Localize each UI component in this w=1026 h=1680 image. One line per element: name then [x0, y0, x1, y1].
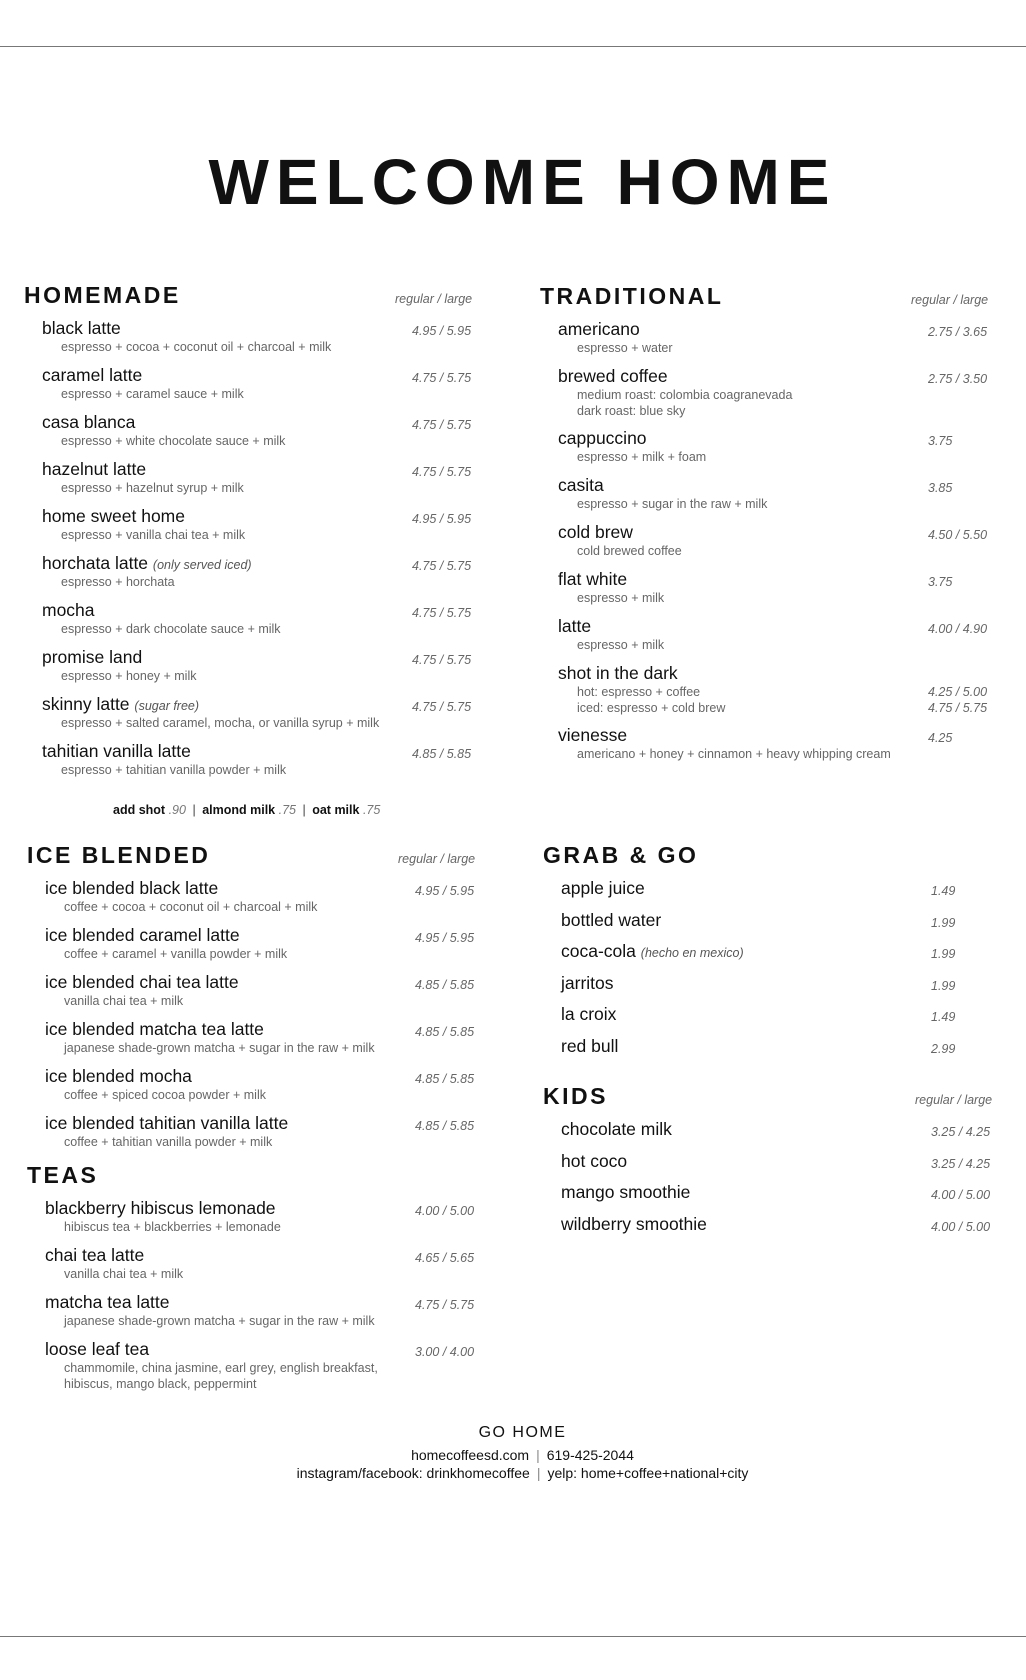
item-description-line: vanilla chai tea + milk — [64, 1267, 184, 1281]
item-price — [931, 884, 955, 900]
add-shot-label: add shot — [113, 803, 166, 817]
item-name-text: chai tea latte — [45, 1245, 145, 1265]
item-description-line: espresso + caramel sauce + milk — [61, 387, 244, 401]
item-price — [412, 324, 471, 340]
ice-blended-section — [27, 842, 476, 1149]
item-price-value: 4.00 / 4.90 — [928, 622, 988, 636]
item-name-text: coca-cola — [561, 941, 636, 961]
item-name — [558, 665, 678, 683]
item-description-line: hibiscus tea + blackberries + lemonade — [64, 1220, 281, 1234]
size-label: regular / large — [398, 852, 476, 866]
item-price-value: 1.99 — [931, 915, 956, 930]
item-description-line: vanilla chai tea + milk — [64, 994, 184, 1008]
item-price-value: 2.75 / 3.65 — [928, 325, 988, 339]
item-name-text: americano — [558, 319, 640, 339]
item-description-line: hibiscus, mango black, peppermint — [64, 1376, 257, 1391]
separator: | — [536, 1447, 540, 1463]
item-name — [558, 430, 647, 448]
kids-section — [543, 1083, 993, 1234]
item-description — [61, 575, 175, 591]
item-name-text: ice blended chai tea latte — [45, 972, 239, 992]
item-name-text: ice blended matcha tea latte — [45, 1019, 264, 1039]
item-price-value: 1.49 — [931, 1010, 956, 1024]
item-name-text: ice blended mocha — [45, 1066, 192, 1086]
size-label: regular / large — [915, 1093, 993, 1107]
item-name — [558, 477, 604, 495]
item-price — [415, 1119, 474, 1135]
item-name-text: matcha tea latte — [45, 1292, 170, 1312]
item-description — [64, 1220, 281, 1236]
item-name-text: black latte — [42, 318, 121, 338]
footer — [0, 1424, 1026, 1482]
item-name — [45, 1341, 149, 1359]
item-name-text: bottled water — [561, 909, 662, 930]
item-description-line: espresso + milk + foam — [577, 450, 707, 464]
item-name-text: la croix — [561, 1004, 617, 1024]
item-price — [415, 1345, 474, 1361]
item-price — [928, 481, 952, 497]
item-price — [415, 978, 474, 994]
item-description-line: iced: espresso + cold brew — [577, 700, 726, 715]
item-name-text: hot coco — [561, 1150, 628, 1171]
item-price — [931, 1125, 990, 1141]
item-name-text: promise land — [42, 647, 143, 667]
item-name-text: red bull — [561, 1035, 619, 1056]
item-description — [61, 716, 379, 732]
item-description — [577, 497, 767, 513]
item-price — [415, 1025, 474, 1041]
item-name — [42, 320, 121, 338]
item-name — [561, 972, 614, 993]
item-price — [928, 731, 952, 747]
item-price-value: 4.00 / 5.00 — [931, 1188, 991, 1202]
item-name-text: ice blended caramel latte — [45, 925, 240, 945]
separator: | — [192, 803, 196, 817]
item-description — [64, 1135, 272, 1151]
item-price-value: 4.75 / 5.75 — [415, 1298, 475, 1312]
item-name-text: horchata latte — [42, 553, 149, 573]
item-name-text: home sweet home — [42, 506, 185, 526]
item-price-value: 3.85 — [928, 481, 953, 495]
item-description-line: espresso + honey + milk — [61, 669, 197, 683]
item-description-line: coffee + spiced cocoa powder + milk — [64, 1088, 266, 1102]
item-name — [558, 727, 627, 745]
item-description-line: espresso + white chocolate sauce + milk — [61, 434, 286, 448]
item-description — [61, 528, 245, 544]
item-name — [42, 696, 199, 714]
item-name-text: caramel latte — [42, 365, 143, 385]
item-description-line: japanese shade-grown matcha + sugar in the raw + milk — [64, 1041, 375, 1055]
item-description-line: espresso + water — [577, 341, 673, 355]
item-price — [415, 931, 474, 947]
item-price-value: 4.85 / 5.85 — [415, 1119, 475, 1133]
item-price-value: 1.99 — [931, 978, 956, 993]
item-price — [928, 528, 987, 544]
item-description-line: chammomile, china jasmine, earl grey, english breakfast, — [64, 1361, 378, 1375]
item-name — [561, 1184, 690, 1202]
item-price — [931, 1010, 955, 1026]
separator: | — [536, 1465, 541, 1481]
item-description-line: dark roast: blue sky — [577, 403, 686, 418]
item-name — [561, 909, 662, 930]
item-name — [45, 1068, 192, 1086]
item-description-line: hot: espresso + coffee — [577, 685, 701, 699]
section-title: TEAS — [27, 1162, 99, 1188]
item-name-text: ice blended black latte — [45, 878, 219, 898]
item-name-text: ice blended tahitian vanilla latte — [45, 1113, 289, 1133]
item-price — [931, 1220, 990, 1236]
item-price-value: 3.00 / 4.00 — [415, 1345, 475, 1359]
item-name-text: skinny latte — [42, 694, 130, 714]
item-price — [415, 1298, 474, 1314]
item-price — [412, 559, 471, 575]
item-name — [561, 1006, 616, 1024]
item-description-line: cold brewed coffee — [577, 544, 682, 558]
item-price-value: 3.75 — [928, 434, 953, 448]
item-name-text: mango smoothie — [561, 1182, 691, 1202]
section-title: TRADITIONAL — [540, 283, 724, 309]
item-name-text: cold brew — [558, 522, 633, 542]
item-note: (hecho en mexico) — [640, 946, 744, 960]
item-price-value: 4.85 / 5.85 — [415, 978, 475, 992]
item-price — [412, 371, 471, 387]
item-price-value: 4.95 / 5.95 — [412, 512, 472, 526]
top-rule — [0, 46, 1026, 47]
item-price — [412, 512, 471, 528]
item-price-value: 4.25 / 5.00 — [928, 685, 988, 699]
teas-section — [27, 1162, 475, 1391]
item-description — [64, 1088, 266, 1104]
item-note: (only served iced) — [152, 558, 252, 572]
section-title: KIDS — [543, 1083, 608, 1109]
footer-social-line — [0, 1464, 1026, 1482]
item-price-value: 4.95 / 5.95 — [412, 324, 472, 338]
item-description — [64, 994, 183, 1010]
item-price-value: 2.99 — [931, 1041, 956, 1056]
item-description — [64, 947, 287, 963]
item-name — [42, 414, 135, 432]
item-description-line: espresso + salted caramel, mocha, or vanilla syrup + milk — [61, 716, 380, 730]
item-name — [45, 880, 218, 898]
item-name — [561, 1035, 619, 1056]
social-handle[interactable]: instagram/facebook: drinkhomecoffee — [296, 1465, 530, 1481]
item-name-text: chocolate milk — [561, 1119, 672, 1139]
item-price — [412, 747, 471, 763]
item-price-value: 4.75 / 5.75 — [412, 606, 472, 620]
item-price-value: 4.00 / 5.00 — [931, 1219, 991, 1234]
item-name-text: tahitian vanilla latte — [42, 741, 191, 761]
traditional-section — [540, 283, 989, 761]
item-price — [928, 325, 987, 341]
item-description — [577, 591, 664, 607]
item-name-text: casita — [558, 475, 604, 495]
item-name-text: shot in the dark — [558, 663, 678, 683]
item-note: (sugar free) — [134, 699, 200, 713]
item-price-value: 1.99 — [931, 947, 956, 961]
item-description — [64, 1314, 375, 1330]
item-name-text: loose leaf tea — [45, 1339, 150, 1359]
item-description — [577, 685, 725, 716]
item-price-value: 4.75 / 5.75 — [412, 465, 472, 479]
item-name-text: brewed coffee — [558, 366, 668, 386]
item-price-value: 4.75 / 5.75 — [412, 418, 472, 432]
item-description — [61, 622, 281, 638]
section-title: ICE BLENDED — [27, 842, 211, 868]
item-price — [415, 884, 474, 900]
item-name — [561, 1150, 628, 1171]
item-name — [558, 368, 668, 386]
item-name-text: flat white — [558, 569, 628, 589]
item-name-text: latte — [558, 616, 592, 636]
item-name — [558, 321, 640, 339]
item-name-text: cappuccino — [558, 428, 647, 448]
item-description-line: coffee + cocoa + coconut oil + charcoal + milk — [64, 900, 318, 914]
item-description — [64, 900, 317, 916]
item-description — [577, 638, 664, 654]
item-price-value: 4.85 / 5.85 — [415, 1025, 475, 1039]
item-price — [928, 372, 987, 388]
item-price-value: 4.95 / 5.95 — [415, 884, 475, 898]
item-name-text: blackberry hibiscus lemonade — [45, 1198, 276, 1218]
item-description — [64, 1041, 375, 1057]
bottom-rule — [0, 1636, 1026, 1637]
item-name — [42, 508, 185, 526]
item-name — [561, 1213, 707, 1234]
item-price-value: 4.85 / 5.85 — [415, 1072, 475, 1086]
item-price-value: 1.49 — [931, 884, 956, 898]
item-description-line: espresso + horchata — [61, 575, 175, 589]
item-description-line: coffee + tahitian vanilla powder + milk — [64, 1135, 273, 1149]
item-name — [45, 1200, 276, 1218]
item-name — [42, 743, 191, 761]
item-description — [61, 434, 285, 450]
item-price — [412, 606, 471, 622]
footer-contact-line — [0, 1446, 1026, 1464]
item-description — [61, 763, 286, 779]
item-description — [577, 747, 891, 763]
item-description-line: espresso + hazelnut syrup + milk — [61, 481, 244, 495]
section-title: HOMEMADE — [24, 282, 181, 308]
item-price — [928, 685, 987, 716]
item-description-line: americano + honey + cinnamon + heavy whipping cream — [577, 747, 891, 761]
item-price-value: 4.85 / 5.85 — [412, 747, 472, 761]
item-description-line: japanese shade-grown matcha + sugar in the raw + milk — [64, 1314, 375, 1328]
item-description-line: espresso + milk — [577, 591, 665, 605]
item-price-value: 4.75 / 5.75 — [412, 700, 472, 714]
item-price-value: 4.75 / 5.75 — [412, 371, 472, 385]
item-price — [931, 916, 955, 932]
almond-milk-price: .75 — [278, 803, 296, 817]
item-name — [561, 943, 744, 961]
item-price — [931, 1042, 955, 1058]
item-price-value: 4.75 / 5.75 — [412, 653, 472, 667]
item-name — [561, 1121, 672, 1139]
item-name — [42, 367, 142, 385]
item-description-line: coffee + caramel + vanilla powder + milk — [64, 947, 288, 961]
item-price — [931, 947, 955, 963]
item-name-text: apple juice — [561, 878, 645, 898]
item-price — [415, 1204, 474, 1220]
item-price — [415, 1251, 474, 1267]
item-name — [42, 461, 146, 479]
size-label: regular / large — [911, 293, 989, 307]
item-description-line: espresso + tahitian vanilla powder + milk — [61, 763, 287, 777]
oat-milk-price: .75 — [362, 803, 381, 817]
item-name-text: wildberry smoothie — [561, 1213, 707, 1234]
item-price — [412, 700, 471, 716]
item-price — [412, 418, 471, 434]
item-name — [45, 1294, 170, 1312]
add-ons-line — [113, 803, 380, 817]
item-name-text: mocha — [42, 600, 95, 620]
item-description — [577, 450, 706, 466]
website-link[interactable]: homecoffeesd.com — [411, 1447, 530, 1463]
add-shot-price: .90 — [168, 803, 186, 817]
item-price — [931, 1188, 990, 1204]
phone-number[interactable]: 619-425-2044 — [546, 1447, 634, 1463]
item-price-value: 2.75 / 3.50 — [928, 372, 988, 386]
item-description-line: medium roast: colombia coagranevada — [577, 388, 793, 402]
item-price — [931, 1157, 990, 1173]
item-price — [415, 1072, 474, 1088]
item-name-text: hazelnut latte — [42, 459, 147, 479]
item-description — [64, 1361, 378, 1392]
item-price-value: 4.95 / 5.95 — [415, 931, 475, 945]
item-description-line: espresso + sugar in the raw + milk — [577, 497, 768, 511]
item-name — [558, 524, 633, 542]
item-name — [45, 1115, 288, 1133]
item-price-value: 4.50 / 5.50 — [928, 528, 988, 542]
menu-title: WELCOME HOME — [208, 146, 837, 218]
item-name — [561, 880, 645, 898]
item-price — [412, 653, 471, 669]
item-price-value: 4.25 — [928, 731, 953, 745]
item-price — [928, 575, 952, 591]
item-price — [412, 465, 471, 481]
item-name — [42, 555, 252, 573]
footer-title: GO HOME — [478, 1424, 567, 1441]
yelp-link[interactable]: yelp: home+coffee+national+city — [547, 1465, 749, 1481]
size-label: regular / large — [395, 292, 473, 306]
item-description-line: espresso + dark chocolate sauce + milk — [61, 622, 281, 636]
almond-milk-label: almond milk — [202, 803, 276, 817]
item-price-value: 4.00 / 5.00 — [415, 1204, 475, 1218]
item-price — [928, 434, 952, 450]
item-price-value: 4.75 / 5.75 — [412, 559, 472, 573]
item-name — [45, 974, 239, 992]
item-price-value: 4.65 / 5.65 — [415, 1251, 475, 1265]
grab-and-go-section — [543, 842, 956, 1056]
item-price — [928, 622, 987, 638]
item-description-line: espresso + vanilla chai tea + milk — [61, 528, 246, 542]
item-name — [42, 649, 142, 667]
item-description — [577, 388, 792, 419]
item-name — [45, 1021, 264, 1039]
item-name — [45, 1247, 144, 1265]
homemade-section — [24, 282, 473, 777]
item-description — [61, 340, 331, 356]
item-price-value: 3.75 — [928, 575, 953, 589]
item-price-value: 3.25 / 4.25 — [931, 1156, 991, 1171]
item-description-line: espresso + milk — [577, 638, 665, 652]
item-description — [577, 544, 682, 560]
item-price-value: 4.75 / 5.75 — [928, 700, 988, 715]
item-description — [61, 481, 244, 497]
item-description — [61, 669, 197, 685]
item-name — [42, 602, 95, 620]
item-name-text: casa blanca — [42, 412, 136, 432]
item-description — [61, 387, 244, 403]
item-description-line: espresso + cocoa + coconut oil + charcoal + milk — [61, 340, 332, 354]
item-name — [558, 618, 591, 636]
section-title: GRAB & GO — [543, 842, 699, 868]
item-price-value: 3.25 / 4.25 — [931, 1125, 991, 1139]
item-description — [64, 1267, 183, 1283]
item-name-text: vienesse — [558, 725, 628, 745]
item-description — [577, 341, 673, 357]
item-price — [931, 979, 955, 995]
item-name — [558, 571, 627, 589]
item-name — [45, 927, 240, 945]
separator: | — [302, 803, 306, 817]
item-name-text: jarritos — [561, 972, 614, 993]
oat-milk-label: oat milk — [312, 803, 360, 817]
